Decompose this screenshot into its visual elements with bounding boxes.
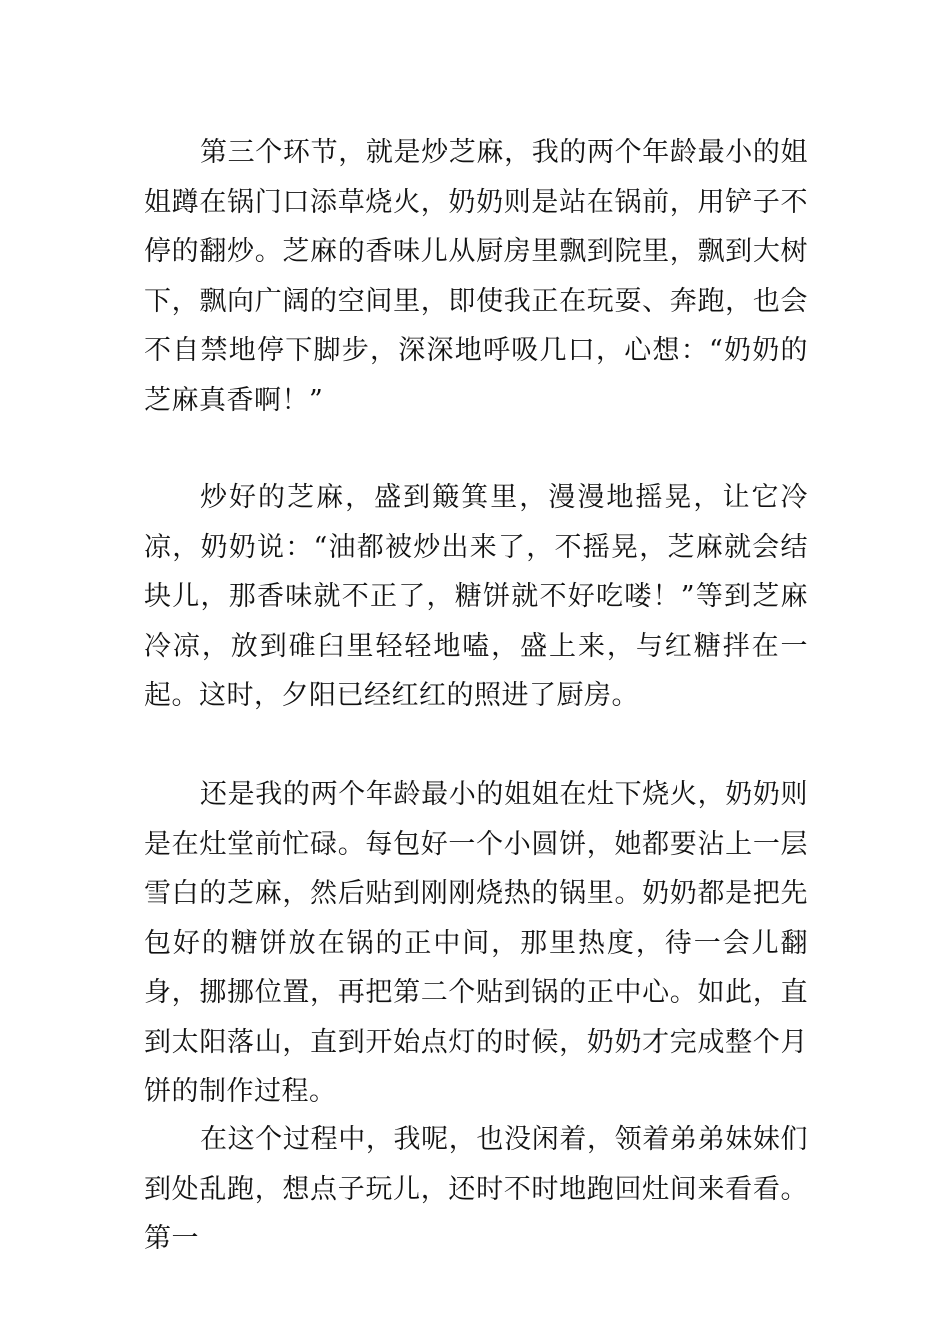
paragraph-3: 还是我的两个年龄最小的姐姐在灶下烧火，奶奶则是在灶堂前忙碌。每包好一个小圆饼，她都要沾上一层雪白的芝麻，然后贴到刚刚烧热的锅里。奶奶都是把先包好的糖饼放在锅的正中间，那里热度，待一会儿翻身，挪挪位置，再把第二个贴到锅的正中心。如此，直到太阳落山，直到开始点灯的时候，奶奶才完成整个月饼的制作过程。 (144, 779, 808, 1107)
paragraph-4: 在这个过程中，我呢，也没闲着，领着弟弟妹妹们到处乱跑，想点子玩儿，还时不时地跑回灶间来看看。第一 (144, 1124, 808, 1254)
paragraph-1: 第三个环节，就是炒芝麻，我的两个年龄最小的姐姐蹲在锅门口添草烧火，奶奶则是站在锅前，用铲子不停的翻炒。芝麻的香味儿从厨房里飘到院里，飘到大树下，飘向广阔的空间里，即使我正在玩耍、奔跑，也会不自禁地停下脚步，深深地呼吸几口，心想：“奶奶的芝麻真香啊！” (144, 137, 808, 416)
paragraph-2: 炒好的芝麻，盛到簸箕里，漫漫地摇晃，让它冷凉，奶奶说：“油都被炒出来了，不摇晃，芝麻就会结块儿，那香味就不正了，糖饼就不好吃喽！”等到芝麻冷凉，放到碓臼里轻轻地嗑，盛上来，与红糖拌在一起。这时，夕阳已经红红的照进了厨房。 (144, 482, 808, 711)
